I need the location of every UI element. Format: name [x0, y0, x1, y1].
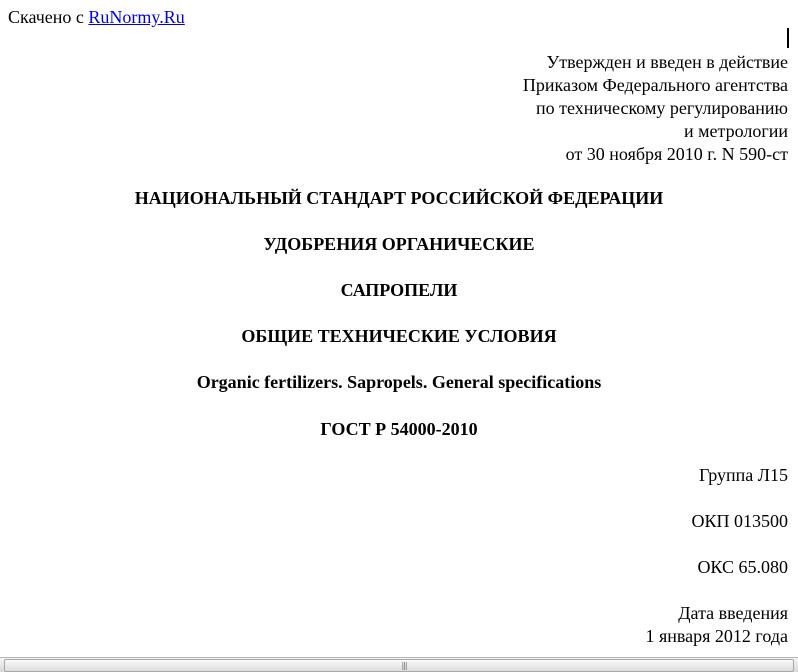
oks-code: ОКС 65.080: [697, 557, 788, 577]
effective-label: Дата введения: [678, 603, 788, 623]
approval-line: от 30 ноября 2010 г. N 590-ст: [565, 144, 788, 164]
text-caret: [787, 28, 789, 48]
standard-heading: НАЦИОНАЛЬНЫЙ СТАНДАРТ РОССИЙСКОЙ ФЕДЕРАЦИИ: [134, 188, 664, 208]
approval-line: Приказом Федерального агентства: [522, 75, 788, 95]
product-heading: САПРОПЕЛИ: [340, 280, 458, 300]
download-prefix: Скачено с: [8, 7, 89, 27]
horizontal-scrollbar[interactable]: [0, 657, 798, 672]
approval-line: Утвержден и введен в действие: [546, 52, 788, 72]
download-notice: [8, 6, 185, 29]
effective-date-block: [645, 602, 788, 648]
approval-block: [523, 51, 788, 166]
runormy-link[interactable]: RuNormy.Ru: [88, 7, 185, 27]
grip-icon: |||: [401, 661, 407, 670]
okp-code: ОКП 013500: [691, 511, 788, 531]
scrollbar-thumb[interactable]: [4, 659, 794, 672]
subject-heading: УДОБРЕНИЯ ОРГАНИЧЕСКИЕ: [263, 234, 535, 254]
gost-code: ГОСТ Р 54000-2010: [320, 419, 478, 439]
english-title: Organic fertilizers. Sapropels. General specifications: [196, 372, 602, 392]
approval-line: и метрологии: [684, 121, 788, 141]
approval-line: по техническому регулированию: [535, 98, 788, 118]
group-code: Группа Л15: [699, 465, 788, 485]
spec-heading: ОБЩИЕ ТЕХНИЧЕСКИЕ УСЛОВИЯ: [241, 326, 557, 346]
effective-date: 1 января 2012 года: [645, 626, 788, 646]
